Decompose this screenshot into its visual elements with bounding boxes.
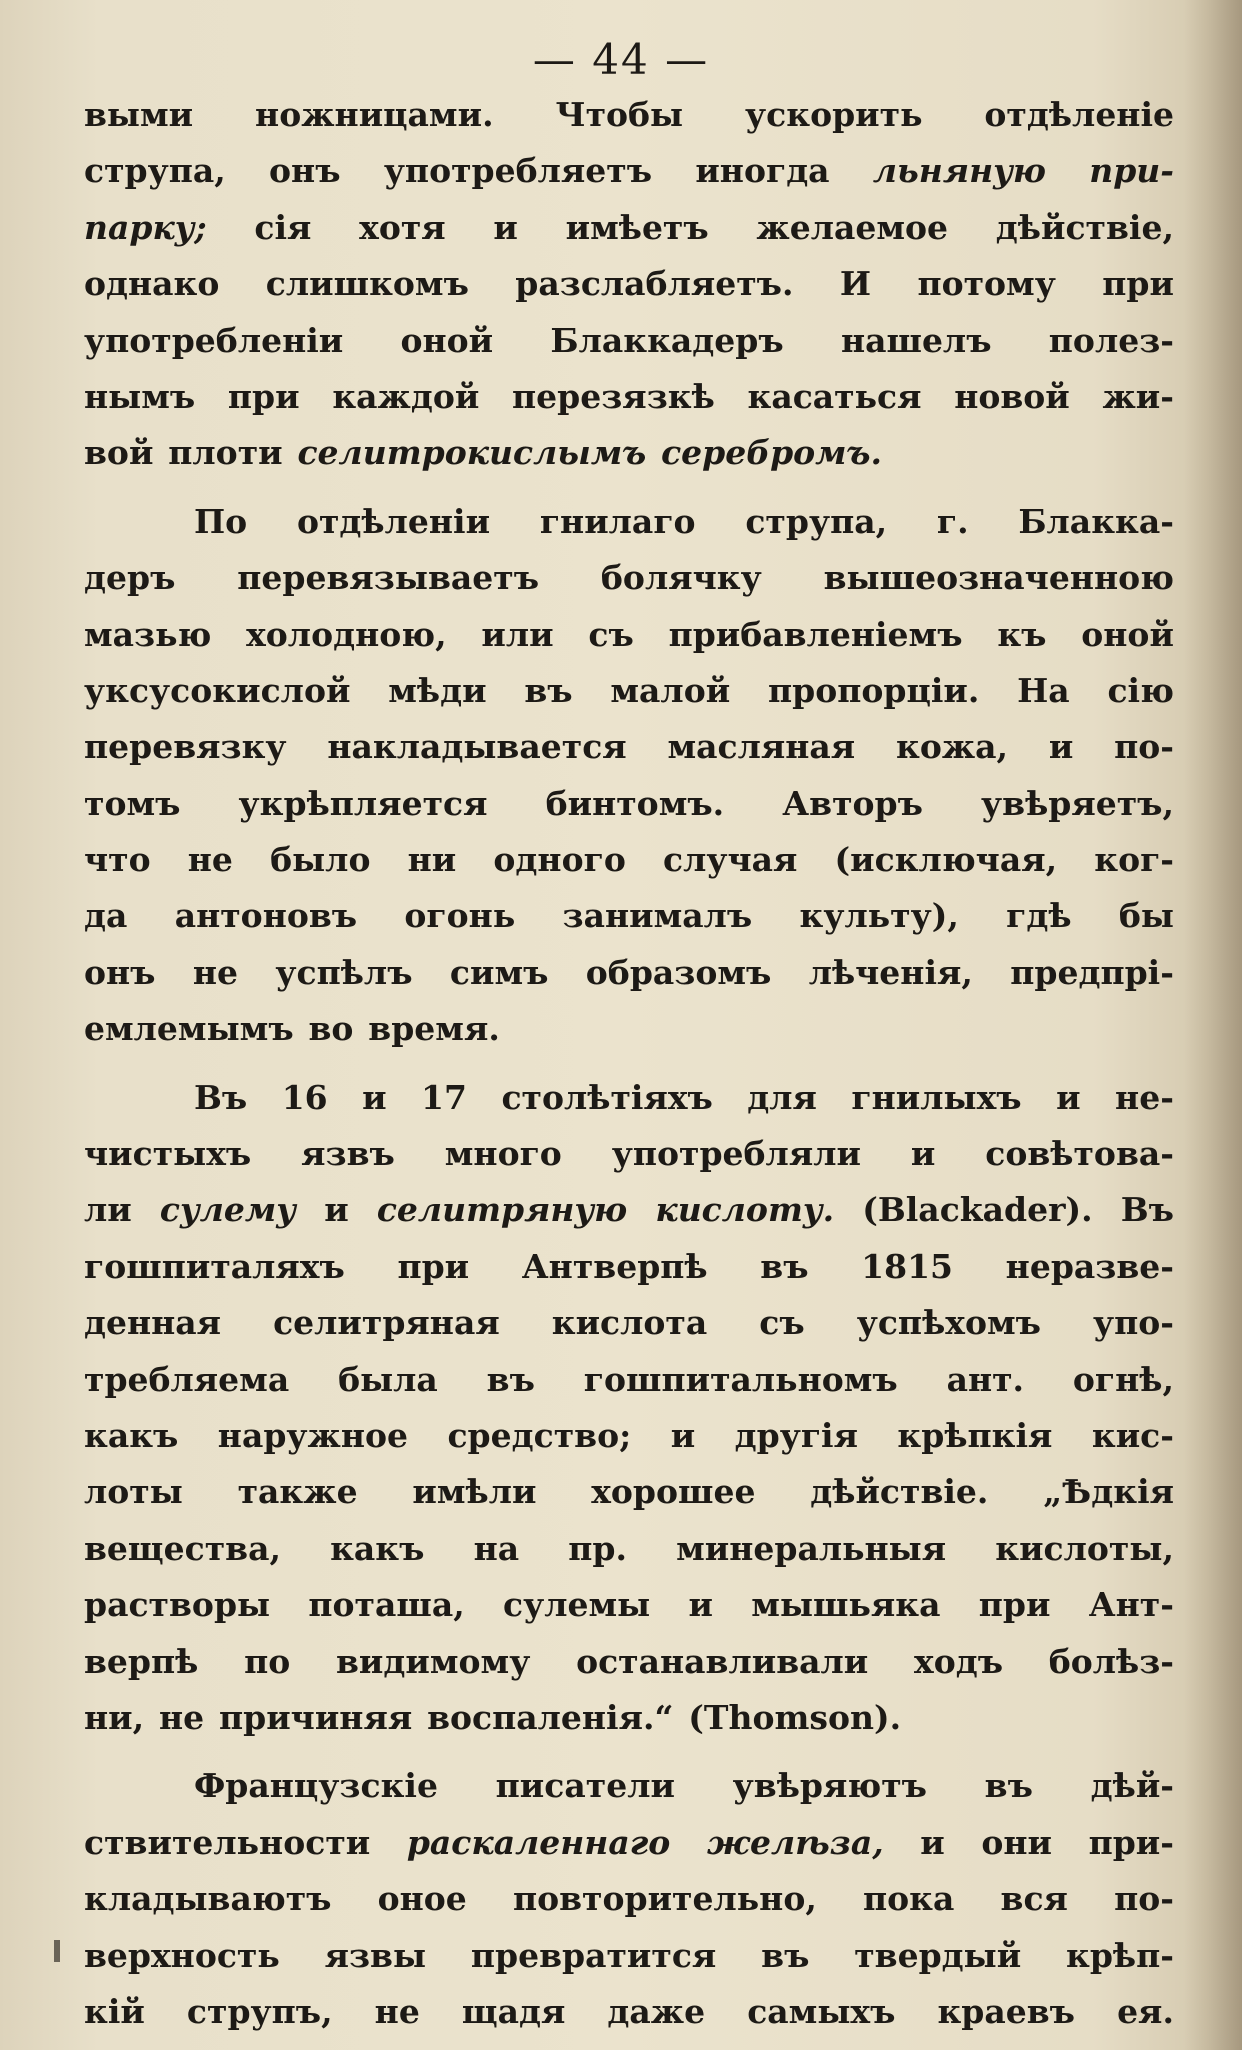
word: неразве- — [1005, 1246, 1174, 1286]
word: разслабляетъ. — [515, 264, 794, 304]
word: Ант- — [1088, 1585, 1174, 1625]
text-line — [84, 369, 1174, 425]
word: раскаленнаго — [406, 1822, 671, 1862]
word: полез- — [1048, 320, 1174, 360]
word: ни — [407, 840, 457, 880]
word: употребленіи — [84, 320, 344, 360]
word: время. — [368, 1009, 500, 1049]
word: огнѣ, — [1072, 1359, 1174, 1399]
word: занималъ — [562, 896, 753, 936]
word: масляная — [667, 727, 856, 767]
word: и — [670, 1415, 696, 1455]
text-line — [84, 87, 1174, 143]
word: вещества, — [84, 1528, 281, 1568]
word: наружное — [217, 1415, 409, 1455]
word: не- — [1115, 1077, 1174, 1117]
paragraph-gap — [84, 482, 1174, 494]
word: иногда — [695, 151, 830, 191]
word: воспаленія.“ — [427, 1697, 674, 1737]
text-line — [84, 1070, 1174, 1126]
text-line — [84, 832, 1174, 888]
text-line — [84, 1984, 1174, 2040]
text-line — [84, 1001, 1174, 1057]
word: имѣли — [412, 1472, 537, 1512]
word: къ — [997, 614, 1047, 654]
word: краевъ — [937, 1991, 1075, 2031]
word: случая — [662, 840, 798, 880]
word: дѣйствіе. — [810, 1472, 989, 1512]
text-line — [84, 494, 1174, 550]
word: ант. — [946, 1359, 1025, 1399]
text-line — [84, 888, 1174, 944]
word: язвъ — [301, 1134, 395, 1174]
text-line — [84, 776, 1174, 832]
word: малой — [610, 670, 731, 710]
word: огонь — [404, 896, 516, 936]
word: ножницами. — [255, 95, 494, 134]
word: каждой — [332, 376, 480, 416]
word: растворы — [84, 1585, 271, 1625]
word: перезязкѣ — [512, 376, 715, 416]
word: отдѣленіе — [984, 95, 1174, 134]
text-line — [84, 1239, 1174, 1295]
word: останавливали — [576, 1641, 869, 1681]
text-line — [84, 1815, 1174, 1871]
word: кис- — [1091, 1415, 1174, 1455]
word: желаемое — [756, 207, 949, 247]
word: съ — [588, 614, 634, 654]
word: Въ — [194, 1077, 248, 1117]
word: На — [1017, 670, 1070, 710]
body-text — [84, 87, 1174, 2040]
word: по- — [1114, 727, 1174, 767]
text-line — [84, 663, 1174, 719]
word: накладывается — [327, 727, 627, 767]
word: поташа, — [308, 1585, 465, 1625]
word: Чтобы — [555, 95, 684, 134]
word: льняную — [872, 151, 1046, 191]
word: они — [981, 1822, 1052, 1862]
word: лоты — [84, 1472, 183, 1512]
text-line — [84, 1634, 1174, 1690]
word: превратится — [470, 1935, 717, 1975]
word: и — [910, 1134, 936, 1174]
word: по — [244, 1641, 291, 1681]
word: въ — [486, 1359, 535, 1399]
word: пропорціи. — [767, 670, 980, 710]
word: успѣхомъ — [856, 1303, 1041, 1343]
word: ли — [84, 1190, 132, 1230]
text-line — [84, 1521, 1174, 1577]
word: вся — [1000, 1879, 1068, 1919]
word: при — [227, 376, 300, 416]
word: гдѣ — [1006, 896, 1072, 936]
word: мазью — [84, 614, 212, 654]
word: какъ — [330, 1528, 425, 1568]
word: одного — [493, 840, 626, 880]
word: и — [688, 1585, 713, 1625]
word: успѣлъ — [275, 952, 413, 992]
word: хотя — [359, 207, 446, 247]
word: денная — [84, 1303, 222, 1343]
text-line — [84, 143, 1174, 199]
word: предпрі- — [1010, 952, 1174, 992]
word: болѣз- — [1048, 1641, 1174, 1681]
word: ея. — [1117, 1991, 1174, 2031]
text-line — [84, 313, 1174, 369]
word: бинтомъ. — [545, 783, 725, 823]
word: жи- — [1102, 376, 1174, 416]
word: лѣченія, — [808, 952, 973, 992]
word: Авторъ — [782, 783, 923, 823]
text-line — [84, 256, 1174, 312]
word: самыхъ — [747, 1991, 896, 2031]
word: Французскіе — [194, 1766, 438, 1806]
text-line — [84, 1464, 1174, 1520]
word: 1815 — [861, 1246, 954, 1286]
word: Въ — [1120, 1190, 1174, 1230]
word: хорошее — [591, 1472, 756, 1512]
word: ког- — [1094, 840, 1174, 880]
word: холодною, — [246, 614, 447, 654]
word: кожа, — [895, 727, 1009, 767]
word: крѣпкія — [897, 1415, 1053, 1455]
text-line — [84, 200, 1174, 256]
word: что — [84, 840, 151, 880]
word: (Blackader). — [862, 1190, 1093, 1230]
word: употребляли — [611, 1134, 861, 1174]
word: гошпитальномъ — [583, 1359, 898, 1399]
word: онъ — [269, 151, 341, 191]
word: не — [187, 840, 233, 880]
word: плоти — [168, 433, 283, 473]
word: минеральныя — [676, 1528, 947, 1568]
word: твердый — [854, 1935, 1022, 1975]
word: и — [362, 1077, 387, 1117]
word: во — [308, 1009, 354, 1049]
word: пока — [862, 1879, 955, 1919]
word: кій — [84, 1991, 145, 2031]
text-line — [84, 1352, 1174, 1408]
word: сію — [1107, 670, 1174, 710]
word: Антверпѣ — [521, 1246, 708, 1286]
text-line — [84, 1690, 1174, 1746]
text-line — [84, 945, 1174, 1001]
word: оное — [377, 1879, 467, 1919]
word: видимому — [336, 1641, 531, 1681]
word: ускорить — [745, 95, 923, 134]
word: язвы — [324, 1935, 427, 1975]
word: въ — [761, 1935, 810, 1975]
word: серебромъ. — [661, 433, 883, 473]
word: укрѣпляется — [238, 783, 488, 823]
word: ни, — [84, 1697, 145, 1737]
word: желѣза, — [706, 1822, 884, 1862]
word: потому — [917, 264, 1056, 304]
word: также — [237, 1472, 358, 1512]
text-line — [84, 1126, 1174, 1182]
word: въ — [524, 670, 573, 710]
word: деръ — [84, 558, 176, 598]
word: образомъ — [585, 952, 772, 992]
word: селитряную — [376, 1190, 628, 1230]
word: перевязку — [84, 727, 287, 767]
word: совѣтова- — [985, 1134, 1174, 1174]
word: И — [839, 264, 872, 304]
word: онъ — [84, 952, 156, 992]
word: струпъ, — [186, 1991, 333, 2031]
word: кислоты, — [995, 1528, 1174, 1568]
word: да — [84, 896, 128, 936]
text-line — [84, 1928, 1174, 1984]
word: гошпиталяхъ — [84, 1246, 345, 1286]
word: писатели — [495, 1766, 675, 1806]
word: нымъ — [84, 376, 196, 416]
word: не — [374, 1991, 420, 2031]
word: была — [338, 1359, 438, 1399]
word: сулемы — [503, 1585, 651, 1625]
word: чистыхъ — [84, 1134, 252, 1174]
word: увѣряетъ, — [981, 783, 1174, 823]
word: крѣп- — [1066, 1935, 1174, 1975]
word: въ — [760, 1246, 809, 1286]
word: употребляетъ — [383, 151, 653, 191]
word: г. — [936, 501, 969, 541]
word: въ — [984, 1766, 1033, 1806]
word: вой — [84, 433, 154, 473]
margin-mark — [54, 1940, 60, 1962]
word: верхность — [84, 1935, 280, 1975]
word: селитрокислымъ — [297, 433, 647, 473]
word: емлемымъ — [84, 1009, 294, 1049]
word: сулему — [159, 1190, 297, 1230]
text-line — [84, 1295, 1174, 1351]
word: причиняя — [218, 1697, 413, 1737]
word: кладываютъ — [84, 1879, 332, 1919]
word: парку; — [84, 207, 207, 247]
word: или — [481, 614, 554, 654]
word: (исключая, — [834, 840, 1058, 880]
word: сія — [254, 207, 312, 247]
paragraph-gap — [84, 1058, 1174, 1070]
text-line — [84, 425, 1174, 481]
word: имѣетъ — [565, 207, 709, 247]
word: прибавленіемъ — [668, 614, 963, 654]
word: упо- — [1092, 1303, 1174, 1343]
word: оной — [400, 320, 494, 360]
word: болячку — [600, 558, 762, 598]
word: новой — [954, 376, 1070, 416]
word: пр. — [568, 1528, 627, 1568]
word: вышеозначенною — [823, 558, 1174, 598]
word: не — [192, 952, 238, 992]
word: струпа, — [84, 151, 226, 191]
word: кислоту. — [655, 1190, 835, 1230]
word: перевязываетъ — [237, 558, 540, 598]
word: требляема — [84, 1359, 290, 1399]
word: съ — [759, 1303, 805, 1343]
text-line — [84, 719, 1174, 775]
word: уксусокислой — [84, 670, 351, 710]
text-line — [84, 550, 1174, 606]
word: По — [194, 501, 248, 541]
word: и — [1048, 727, 1074, 767]
text-line — [84, 607, 1174, 663]
word: 16 — [281, 1077, 328, 1117]
text-line — [84, 1758, 1174, 1814]
text-line — [84, 1182, 1174, 1238]
text-line — [84, 1871, 1174, 1927]
page-spine-shadow — [1184, 0, 1242, 2050]
word: при- — [1088, 1822, 1174, 1862]
word: по- — [1114, 1879, 1174, 1919]
word: для — [747, 1077, 817, 1117]
word: оной — [1081, 614, 1174, 654]
word: какъ — [84, 1415, 179, 1455]
word: слишкомъ — [265, 264, 469, 304]
word: томъ — [84, 783, 181, 823]
word: (Thomson). — [688, 1697, 902, 1737]
word: щадя — [461, 1991, 566, 2031]
paragraph-gap — [84, 1746, 1174, 1758]
word: нашелъ — [840, 320, 992, 360]
text-line — [84, 1577, 1174, 1633]
word: при — [1102, 264, 1174, 304]
text-line — [84, 1408, 1174, 1464]
word: дѣйствіе, — [995, 207, 1174, 247]
word: выми — [84, 95, 194, 134]
word: симъ — [449, 952, 549, 992]
word: Блаккадеръ — [550, 320, 784, 360]
word: мышьяка — [751, 1585, 941, 1625]
page-number: — 44 — — [532, 35, 710, 84]
word: 17 — [421, 1077, 467, 1117]
word: однако — [84, 264, 220, 304]
word: гнилаго — [539, 501, 696, 541]
word: много — [444, 1134, 562, 1174]
word: не — [158, 1697, 205, 1737]
word: мѣди — [388, 670, 487, 710]
word: увѣряютъ — [732, 1766, 927, 1806]
word: при — [978, 1585, 1051, 1625]
word: „Ѣдкія — [1043, 1472, 1174, 1512]
word: и — [493, 207, 518, 247]
word: при — [397, 1246, 470, 1286]
word: Блакка- — [1018, 501, 1174, 541]
word: касаться — [747, 376, 922, 416]
word: кислота — [551, 1303, 708, 1343]
word: ходъ — [914, 1641, 1004, 1681]
word: и — [324, 1190, 349, 1230]
word: ствительности — [84, 1822, 371, 1862]
word: столѣтіяхъ — [501, 1077, 713, 1117]
word: было — [270, 840, 371, 880]
word: дѣй- — [1090, 1766, 1174, 1806]
word: повторительно, — [512, 1879, 817, 1919]
word: антоновъ — [174, 896, 358, 936]
word: струпа, — [745, 501, 888, 541]
word: другія — [734, 1415, 858, 1455]
word: бы — [1118, 896, 1174, 936]
word: и — [920, 1822, 945, 1862]
word: при- — [1089, 151, 1174, 191]
word: на — [473, 1528, 520, 1568]
word: отдѣленіи — [296, 501, 491, 541]
word: гнилыхъ — [851, 1077, 1022, 1117]
word: верпѣ — [84, 1641, 199, 1681]
word: средство; — [447, 1415, 632, 1455]
word: селитряная — [273, 1303, 500, 1343]
word: культу), — [799, 896, 959, 936]
word: и — [1056, 1077, 1081, 1117]
word: даже — [607, 1991, 706, 2031]
